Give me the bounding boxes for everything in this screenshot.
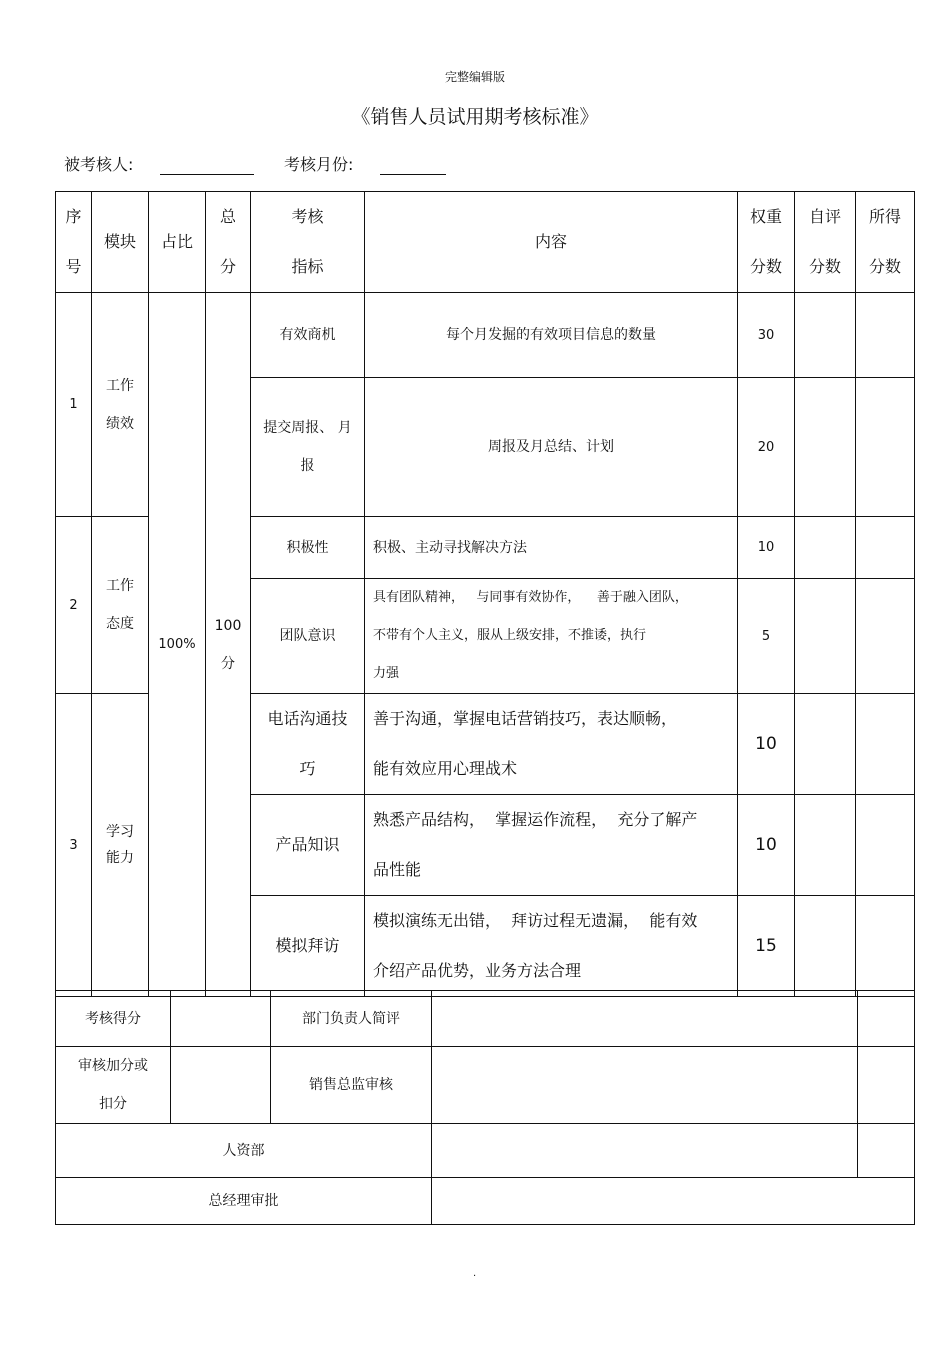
indicator-cell: 团队意识 — [251, 579, 365, 694]
ratio-value: 100% — [149, 293, 206, 997]
header-ratio: 占比 — [149, 192, 206, 293]
self-score-cell[interactable] — [795, 579, 856, 694]
header-weight: 权重 分数 — [738, 192, 795, 293]
indicator-cell: 有效商机 — [251, 293, 365, 378]
score-label: 考核得分 — [56, 991, 171, 1047]
approval-row — [56, 1178, 915, 1225]
got-score-cell[interactable] — [856, 293, 915, 378]
examinee-blank[interactable] — [160, 174, 254, 175]
self-score-cell[interactable] — [795, 795, 856, 896]
dept-comment-label: 部门负责人简评 — [271, 991, 432, 1047]
header-self: 自评 分数 — [795, 192, 856, 293]
got-score-cell[interactable] — [856, 517, 915, 579]
indicator-cell: 模拟拜访 — [251, 896, 365, 997]
gm-cell[interactable] — [432, 1178, 915, 1225]
assessment-table — [55, 191, 915, 997]
group-3-seq: 3 — [56, 694, 92, 997]
group-2-seq: 2 — [56, 517, 92, 694]
self-score-cell[interactable] — [795, 293, 856, 378]
hr-cell[interactable] — [432, 1124, 858, 1178]
table-row — [56, 293, 915, 378]
dept-comment-cell[interactable] — [432, 991, 858, 1047]
month-label: 考核月份: — [284, 155, 354, 174]
content-cell: 周报及月总结、计划 — [365, 378, 738, 517]
got-score-cell[interactable] — [856, 579, 915, 694]
weight-cell: 10 — [738, 694, 795, 795]
group-2-module: 工作 态度 — [92, 517, 149, 694]
content-cell: 每个月发掘的有效项目信息的数量 — [365, 293, 738, 378]
self-score-cell[interactable] — [795, 378, 856, 517]
dept-extra-cell[interactable] — [858, 991, 915, 1047]
approval-row — [56, 1047, 915, 1124]
got-score-cell[interactable] — [856, 896, 915, 997]
top-label: 完整编辑版 — [444, 70, 505, 84]
approval-row — [56, 1124, 915, 1178]
weight-cell: 5 — [738, 579, 795, 694]
indicator-cell: 积极性 — [251, 517, 365, 579]
examinee-label: 被考核人: — [64, 155, 134, 174]
header-seq: 序 号 — [56, 192, 92, 293]
content-cell: 善于沟通，掌握电话营销技巧，表达顺畅， 能有效应用心理战术 — [365, 694, 738, 795]
header-indicator: 考核 指标 — [251, 192, 365, 293]
sales-director-cell[interactable] — [432, 1047, 858, 1124]
header-got: 所得 分数 — [856, 192, 915, 293]
weight-cell: 10 — [738, 517, 795, 579]
content-cell: 具有团队精神， 与同事有效协作， 善于融入团队， 不带有个人主义，服从上级安排，不推诿，执行 力强 — [365, 579, 738, 694]
hr-extra-cell[interactable] — [858, 1124, 915, 1178]
self-score-cell[interactable] — [795, 694, 856, 795]
indicator-cell: 产品知识 — [251, 795, 365, 896]
indicator-cell: 提交周报、 月 报 — [251, 378, 365, 517]
weight-cell: 30 — [738, 293, 795, 378]
weight-cell: 20 — [738, 378, 795, 517]
group-1-module: 工作 绩效 — [92, 293, 149, 517]
indicator-cell: 电话沟通技 巧 — [251, 694, 365, 795]
got-score-cell[interactable] — [856, 694, 915, 795]
content-cell: 积极、主动寻找解决方法 — [365, 517, 738, 579]
header-module: 模块 — [92, 192, 149, 293]
audit-adjust-cell[interactable] — [171, 1047, 271, 1124]
header-row — [56, 192, 915, 293]
gm-label: 总经理审批 — [56, 1178, 432, 1225]
hr-label: 人资部 — [56, 1124, 432, 1178]
approval-row — [56, 991, 915, 1047]
weight-cell: 15 — [738, 896, 795, 997]
group-1-seq: 1 — [56, 293, 92, 517]
header-content: 内容 — [365, 192, 738, 293]
approval-table — [55, 990, 915, 1225]
sales-director-extra-cell[interactable] — [858, 1047, 915, 1124]
got-score-cell[interactable] — [856, 378, 915, 517]
self-score-cell[interactable] — [795, 896, 856, 997]
header-total: 总 分 — [206, 192, 251, 293]
total-value: 100 分 — [206, 293, 251, 997]
audit-adjust-label: 审核加分或 扣分 — [56, 1047, 171, 1124]
content-cell: 模拟演练无出错， 拜访过程无遗漏， 能有效 介绍产品优势，业务方法合理 — [365, 896, 738, 997]
content-cell: 熟悉产品结构， 掌握运作流程， 充分了解产 品性能 — [365, 795, 738, 896]
page-title: 《销售人员试用期考核标准》 — [351, 106, 599, 128]
group-3-module: 学习 能力 — [92, 694, 149, 997]
month-blank[interactable] — [380, 174, 446, 175]
score-value-cell[interactable] — [171, 991, 271, 1047]
got-score-cell[interactable] — [856, 795, 915, 896]
self-score-cell[interactable] — [795, 517, 856, 579]
footer-mark: . — [473, 1268, 477, 1279]
weight-cell: 10 — [738, 795, 795, 896]
sales-director-label: 销售总监审核 — [271, 1047, 432, 1124]
